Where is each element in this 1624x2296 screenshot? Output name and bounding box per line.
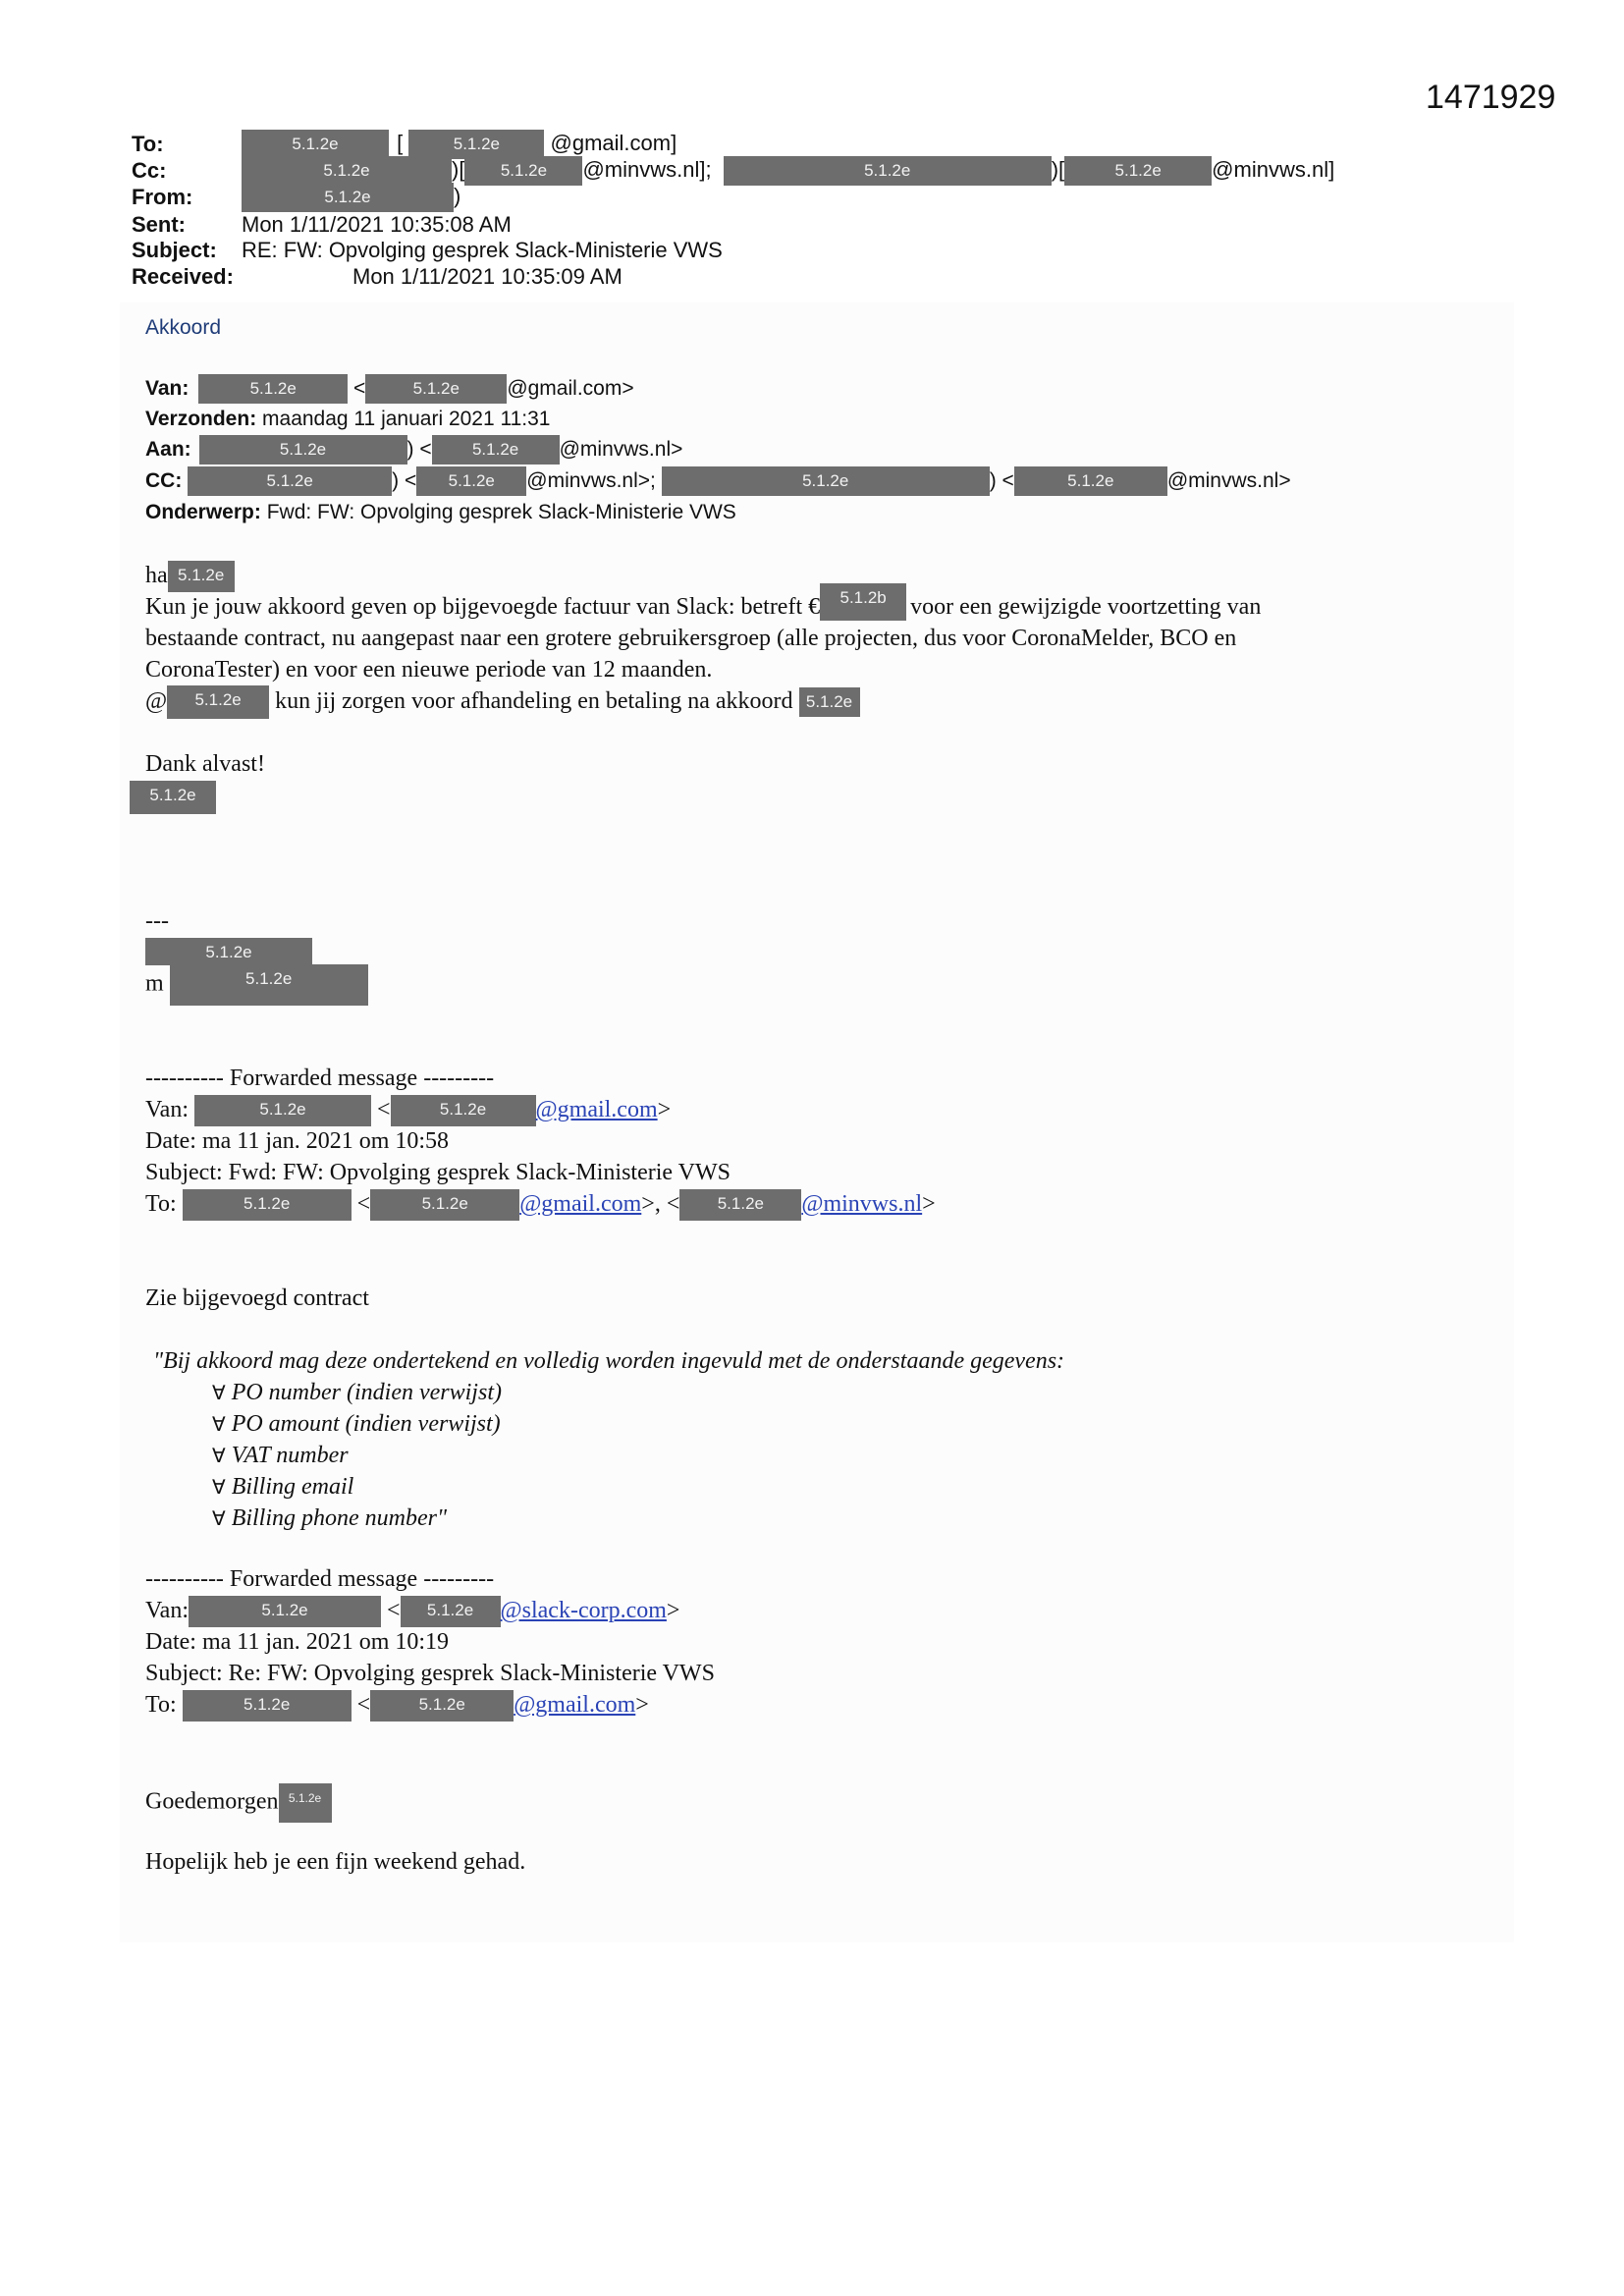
redaction: 5.1.2e — [408, 130, 544, 159]
redaction: 5.1.2e — [130, 781, 216, 814]
paragraph-1b: voor een gewijzigde voortzetting van — [910, 594, 1262, 620]
bullet-symbol: ∀ — [212, 1477, 226, 1499]
date-line-fwd2: Date: ma 11 jan. 2021 om 10:19 — [145, 1629, 450, 1655]
redaction: 5.1.2e — [170, 964, 368, 1006]
subject-line-fwd1: Subject: Fwd: FW: Opvolging gesprek Slack-Ministerie VWS — [145, 1160, 731, 1185]
paragraph-1a: Kun je jouw akkoord geven op bijgevoegde factuur van Slack: betreft € — [145, 594, 821, 620]
to-address-suffix: @gmail.com] — [550, 130, 677, 155]
redaction: 5.1.2e — [679, 1189, 801, 1221]
van-label: Van: — [145, 377, 189, 400]
to-label-fwd2: To: — [145, 1692, 177, 1718]
forward-header: ---------- Forwarded message --------- — [145, 1066, 495, 1091]
bullet-item: PO number (indien verwijst) — [231, 1380, 502, 1405]
bullet-symbol: ∀ — [212, 1414, 226, 1436]
verzonden-value: maandag 11 januari 2021 11:31 — [262, 408, 551, 430]
paragraph-1-line3: CoronaTester) en voor een nieuwe periode van 12 maanden. — [145, 657, 713, 683]
van-email-link[interactable]: @slack-corp.com — [500, 1598, 667, 1623]
redaction: 5.1.2e — [167, 685, 269, 719]
body-text-fwd1: Zie bijgevoegd contract — [145, 1285, 369, 1311]
redaction: 5.1.2e — [724, 156, 1052, 186]
redaction: 5.1.2e — [370, 1690, 514, 1722]
redaction: 5.1.2e — [242, 156, 452, 186]
redaction: 5.1.2e — [370, 1189, 519, 1221]
redaction: 5.1.2e — [189, 1596, 381, 1627]
sent-value: Mon 1/11/2021 10:35:08 AM — [242, 212, 512, 237]
received-label: Received: — [132, 264, 234, 289]
van-email-link[interactable]: @gmail.com — [535, 1097, 658, 1122]
aan-label: Aan: — [145, 438, 191, 461]
paragraph-2-text: kun jij zorgen voor afhandeling en betaling na akkoord — [275, 688, 793, 714]
subject-value: RE: FW: Opvolging gesprek Slack-Ministerie VWS — [242, 238, 723, 262]
redaction: 5.1.2e — [1014, 466, 1167, 496]
signature-m: m — [145, 970, 164, 997]
redaction: 5.1.2e — [198, 374, 348, 404]
redaction: 5.1.2e — [199, 435, 407, 465]
redaction: 5.1.2e — [194, 1095, 371, 1126]
bullet-item: Billing email — [231, 1474, 354, 1500]
to-email-link-2[interactable]: @minvws.nl — [801, 1191, 923, 1217]
bullet-item: Billing phone number" — [231, 1505, 448, 1531]
bullet-symbol: ∀ — [212, 1446, 226, 1467]
verzonden-label: Verzonden: — [145, 408, 257, 430]
from-label: From: — [132, 185, 193, 209]
redaction: 5.1.2e — [365, 374, 507, 404]
onderwerp-value: Fwd: FW: Opvolging gesprek Slack-Ministerie VWS — [266, 501, 736, 523]
sent-label: Sent: — [132, 212, 186, 237]
subject-line-fwd2: Subject: Re: FW: Opvolging gesprek Slack-Ministerie VWS — [145, 1661, 715, 1686]
redaction: 5.1.2e — [188, 466, 392, 496]
to-label-fwd1: To: — [145, 1191, 177, 1217]
redaction: 5.1.2e — [662, 466, 990, 496]
received-value: Mon 1/11/2021 10:35:09 AM — [352, 264, 623, 289]
redaction: 5.1.2b — [820, 583, 906, 621]
bullet-symbol: ∀ — [212, 1383, 226, 1404]
redaction: 5.1.2e — [279, 1783, 332, 1823]
onderwerp-label: Onderwerp: — [145, 501, 261, 523]
van-label-fwd2: Van: — [145, 1598, 189, 1623]
aan-address-suffix: @minvws.nl> — [559, 438, 683, 461]
greeting-prefix: ha — [145, 563, 168, 588]
van-label-fwd1: Van: — [145, 1097, 189, 1122]
to-label: To: — [132, 132, 164, 156]
redaction: 5.1.2e — [1064, 156, 1212, 186]
cc-label-quoted: CC: — [145, 469, 183, 492]
reply-text: Akkoord — [145, 316, 222, 339]
redaction: 5.1.2e — [242, 130, 389, 159]
redaction: 5.1.2e — [391, 1095, 536, 1126]
redaction: 5.1.2e — [401, 1596, 501, 1627]
redaction: 5.1.2e — [432, 435, 560, 465]
thanks-line: Dank alvast! — [145, 751, 265, 777]
redaction: 5.1.2e — [183, 1690, 352, 1722]
bullet-item: PO amount (indien verwijst) — [231, 1411, 501, 1437]
cc-label: Cc: — [132, 158, 167, 183]
cc-address-suffix: @minvws.nl] — [1212, 156, 1335, 182]
closing-line: Hopelijk heb je een fijn weekend gehad. — [145, 1849, 526, 1875]
bullet-item: VAT number — [231, 1443, 349, 1468]
redaction: 5.1.2e — [145, 938, 312, 965]
paragraph-1-line2: bestaande contract, nu aangepast naar een grotere gebruikersgroep (alle projecten, dus voor CoronaMelder, BCO en — [145, 626, 1237, 651]
cc-address-suffix-quoted: @minvws.nl> — [1166, 469, 1291, 492]
to-email-link-1[interactable]: @gmail.com — [519, 1191, 642, 1217]
forward-header: ---------- Forwarded message --------- — [145, 1566, 495, 1592]
paragraph-2-prefix: @ — [145, 688, 168, 714]
document-number: 1471929 — [1426, 79, 1556, 116]
cc-address-mid-quoted: @minvws.nl>; — [526, 469, 656, 492]
quote-intro: "Bij akkoord mag deze ondertekend en volledig worden ingevuld met de onderstaande gegevens: — [153, 1348, 1065, 1374]
redaction: 5.1.2e — [799, 687, 860, 717]
cc-address-mid: @minvws.nl]; — [582, 156, 712, 182]
subject-label: Subject: — [132, 238, 217, 262]
bullet-symbol: ∀ — [212, 1508, 226, 1530]
redaction: 5.1.2e — [183, 1189, 352, 1221]
greeting-fwd2: Goedemorgen — [145, 1788, 279, 1815]
van-address-suffix: @gmail.com> — [507, 377, 634, 400]
redaction: 5.1.2e — [242, 183, 454, 212]
redaction: 5.1.2e — [168, 561, 235, 592]
redaction: 5.1.2e — [416, 466, 526, 496]
to-email-link[interactable]: @gmail.com — [514, 1692, 636, 1718]
redaction: 5.1.2e — [464, 156, 582, 186]
signature-dashes: --- — [145, 908, 169, 934]
date-line-fwd1: Date: ma 11 jan. 2021 om 10:58 — [145, 1128, 450, 1154]
